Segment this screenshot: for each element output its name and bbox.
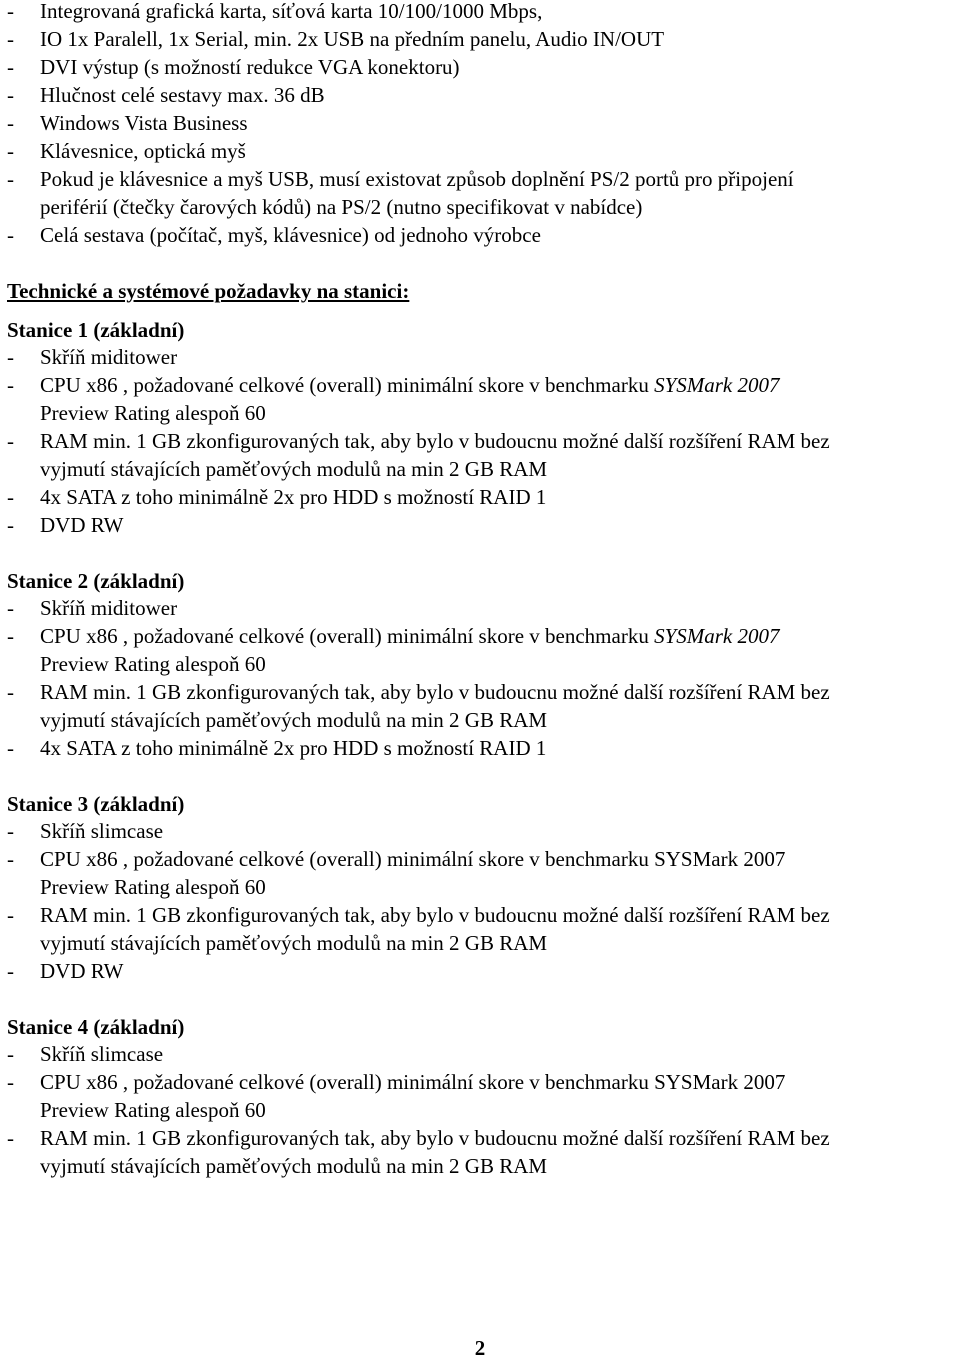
list-item-text: vyjmutí stávajících paměťových modulů na min 2 GB RAM: [40, 457, 548, 481]
list-dash: -: [7, 429, 14, 453]
list-item-text: [40, 622, 780, 650]
list-dash: -: [7, 624, 14, 648]
list-dash: -: [7, 223, 14, 247]
list-dash: -: [7, 485, 14, 509]
list-dash: -: [7, 1042, 14, 1066]
benchmark-name: SYSMark 2007: [654, 373, 780, 397]
list-item-text: Preview Rating alespoň 60: [40, 401, 266, 425]
cpu-requirement-text: CPU x86 , požadované celkové (overall) minimální skore v benchmarku: [40, 373, 655, 397]
list-dash: -: [7, 373, 14, 397]
list-item-text: Windows Vista Business: [40, 111, 248, 135]
list-item-text: 4x SATA z toho minimálně 2x pro HDD s možností RAID 1: [40, 485, 547, 509]
station-title: Stanice 4 (základní): [7, 1015, 185, 1039]
list-dash: -: [7, 0, 14, 23]
list-dash: -: [7, 55, 14, 79]
list-dash: -: [7, 1126, 14, 1150]
list-item-text: Skříň slimcase: [40, 1042, 164, 1066]
station-title: Stanice 2 (základní): [7, 569, 185, 593]
list-item-text: Skříň slimcase: [40, 819, 164, 843]
list-item-text: CPU x86 , požadované celkové (overall) minimální skore v benchmarku SYSMark 2007: [40, 847, 786, 871]
list-item-text: Preview Rating alespoň 60: [40, 652, 266, 676]
list-dash: -: [7, 596, 14, 620]
list-dash: -: [7, 139, 14, 163]
list-item-text: CPU x86 , požadované celkové (overall) minimální skore v benchmarku SYSMark 2007: [40, 1070, 786, 1094]
station-title: Stanice 1 (základní): [7, 318, 185, 342]
list-dash: -: [7, 847, 14, 871]
list-item-text: vyjmutí stávajících paměťových modulů na min 2 GB RAM: [40, 708, 548, 732]
list-item-text: Skříň miditower: [40, 345, 178, 369]
list-item-text: Preview Rating alespoň 60: [40, 1098, 266, 1122]
list-item-text: Hlučnost celé sestavy max. 36 dB: [40, 83, 325, 107]
list-item-text: vyjmutí stávajících paměťových modulů na min 2 GB RAM: [40, 1154, 548, 1178]
list-item-text: IO 1x Paralell, 1x Serial, min. 2x USB na předním panelu, Audio IN/OUT: [40, 27, 665, 51]
list-item-text: Integrovaná grafická karta, síťová karta 10/100/1000 Mbps,: [40, 0, 543, 23]
list-dash: -: [7, 680, 14, 704]
cpu-requirement-text: CPU x86 , požadované celkové (overall) minimální skore v benchmarku: [40, 624, 655, 648]
list-dash: -: [7, 167, 14, 191]
list-dash: -: [7, 345, 14, 369]
list-item-text: vyjmutí stávajících paměťových modulů na min 2 GB RAM: [40, 931, 548, 955]
list-item-text: Skříň miditower: [40, 596, 178, 620]
list-item-text: DVD RW: [40, 513, 124, 537]
list-item-text: Klávesnice, optická myš: [40, 139, 246, 163]
list-item-text: DVI výstup (s možností redukce VGA konektoru): [40, 55, 460, 79]
list-dash: -: [7, 111, 14, 135]
page-number: 2: [474, 1336, 486, 1360]
list-dash: -: [7, 819, 14, 843]
list-item-text: periférií (čtečky čarových kódů) na PS/2 (nutno specifikovat v nabídce): [40, 195, 643, 219]
list-item-text: RAM min. 1 GB zkonfigurovaných tak, aby bylo v budoucnu možné další rozšíření RAM bez: [40, 1126, 830, 1150]
list-dash: -: [7, 903, 14, 927]
list-item-text: RAM min. 1 GB zkonfigurovaných tak, aby bylo v budoucnu možné další rozšíření RAM bez: [40, 680, 830, 704]
list-item-text: Preview Rating alespoň 60: [40, 875, 266, 899]
list-dash: -: [7, 83, 14, 107]
list-dash: -: [7, 513, 14, 537]
section-heading: Technické a systémové požadavky na stanici:: [7, 279, 410, 303]
benchmark-name: SYSMark 2007: [654, 624, 780, 648]
list-dash: -: [7, 736, 14, 760]
list-item-text: [40, 371, 780, 399]
station-title: Stanice 3 (základní): [7, 792, 185, 816]
list-dash: -: [7, 27, 14, 51]
list-item-text: RAM min. 1 GB zkonfigurovaných tak, aby bylo v budoucnu možné další rozšíření RAM bez: [40, 903, 830, 927]
list-dash: -: [7, 959, 14, 983]
list-item-text: 4x SATA z toho minimálně 2x pro HDD s možností RAID 1: [40, 736, 547, 760]
list-item-text: RAM min. 1 GB zkonfigurovaných tak, aby bylo v budoucnu možné další rozšíření RAM bez: [40, 429, 830, 453]
list-item-text: Celá sestava (počítač, myš, klávesnice) od jednoho výrobce: [40, 223, 541, 247]
list-item-text: Pokud je klávesnice a myš USB, musí existovat způsob doplnění PS/2 portů pro připojení: [40, 167, 794, 191]
list-dash: -: [7, 1070, 14, 1094]
list-item-text: DVD RW: [40, 959, 124, 983]
